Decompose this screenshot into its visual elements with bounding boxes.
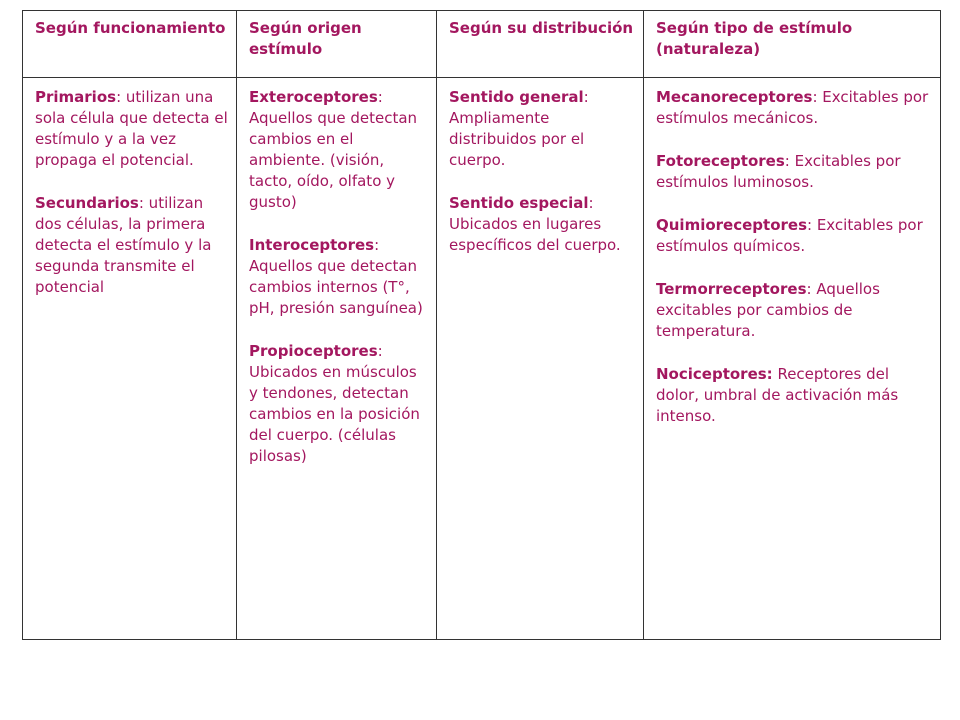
header-origen-estimulo: Según origen estímulo (237, 11, 437, 78)
description: : Aquellos que detectan cambios en el ambiente. (visión, tacto, oído, olfato y gusto) (249, 88, 418, 211)
description: : Aquellos excitables por cambios de temperatura. (656, 280, 880, 340)
cell-tipo-estimulo (644, 78, 941, 640)
description: : utilizan dos células, la primera detecta el estímulo y la segunda transmite el potencial (35, 194, 212, 296)
description: : Excitables por estímulos químicos. (656, 216, 923, 255)
entry-secundarios (35, 193, 228, 298)
description: : Ubicados en músculos y tendones, detectan cambios en la posición del cuerpo. (células pilosas) (249, 342, 420, 465)
term: Interoceptores (249, 236, 375, 254)
term: Fotoreceptores (656, 152, 785, 170)
entry-nociceptores (656, 364, 932, 427)
header-tipo-estimulo: Según tipo de estímulo (naturaleza) (644, 11, 941, 78)
entry-mecanoreceptores (656, 87, 932, 129)
entry-termorreceptores (656, 279, 932, 342)
entry-sentido-especial (449, 193, 635, 256)
term: Exteroceptores (249, 88, 378, 106)
entry-interoceptores (249, 235, 428, 319)
entry-sentido-general (449, 87, 635, 171)
term: Secundarios (35, 194, 139, 212)
description: : utilizan una (116, 88, 214, 106)
entry-propioceptores (249, 341, 428, 467)
term: Sentido general (449, 88, 584, 106)
description: : Aquellos que detectan cambios internos (T°, pH, presión sanguínea) (249, 236, 423, 317)
term: Sentido especial (449, 194, 589, 212)
term: Quimioreceptores (656, 216, 807, 234)
description: : Excitables por estímulos luminosos. (656, 152, 901, 191)
description: : Ubicados en lugares específicos del cuerpo. (449, 194, 621, 254)
term: Primarios (35, 88, 117, 106)
header-row (23, 11, 941, 78)
entry-exteroceptores (249, 87, 428, 213)
description: Receptores del dolor, umbral de activación más intenso. (656, 365, 899, 425)
entry-fotoreceptores (656, 151, 932, 193)
entry-quimioreceptores (656, 215, 932, 257)
cell-distribucion (437, 78, 644, 640)
body-row (23, 78, 941, 640)
receptor-classification-table (22, 10, 941, 640)
header-funcionamiento: Según funcionamiento (23, 11, 237, 78)
cell-funcionamiento (23, 78, 237, 640)
cell-origen-estimulo (237, 78, 437, 640)
description: : Ampliamente distribuidos por el cuerpo. (449, 88, 589, 169)
term: Termorreceptores (656, 280, 807, 298)
header-distribucion: Según su distribución (437, 11, 644, 78)
term: Mecanoreceptores (656, 88, 813, 106)
term: Nociceptores: (656, 365, 773, 383)
description-continued: sola célula que detecta el estímulo y a la vez propaga el potencial. (35, 109, 228, 169)
entry-primarios (35, 87, 228, 171)
description: : Excitables por estímulos mecánicos. (656, 88, 929, 127)
term: Propioceptores (249, 342, 378, 360)
